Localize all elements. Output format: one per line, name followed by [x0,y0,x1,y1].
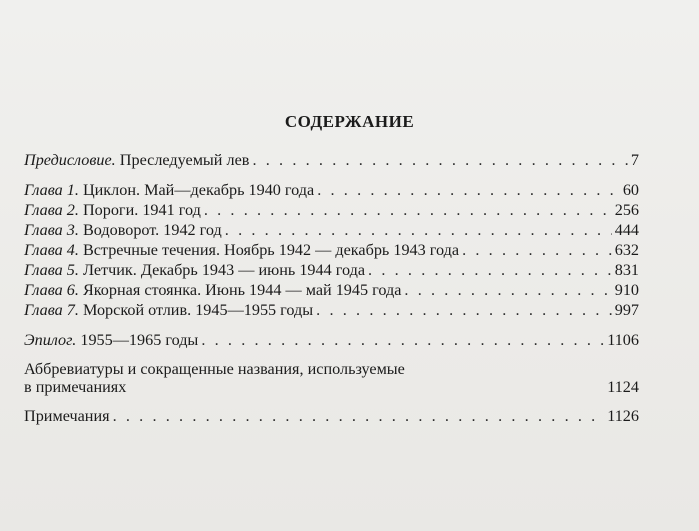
toc-entry-text: 1955—1965 годы [80,331,199,349]
dot-leader [225,220,612,240]
toc-entry-text: Пороги. 1941 год [82,201,201,219]
toc-entry-prefix: Глава 6. [24,281,79,299]
toc-entry-prefix: Глава 1. [24,181,79,199]
toc-entry-label [24,300,313,320]
toc-entry-notes [24,406,639,426]
toc-page-number: 997 [614,301,639,319]
toc-entry-text: Морской отлив. 1945—1955 годы [82,301,314,319]
table-of-contents [24,150,639,426]
dot-leader [368,260,612,280]
toc-page-number: 7 [630,151,639,169]
dot-leader [317,180,620,200]
toc-entry-text: Аббревиатуры и сокращенные названия, используемые [24,360,405,378]
spacer [24,170,639,180]
toc-page-number: 1106 [607,331,639,349]
toc-entry-label [24,180,314,200]
toc-entry-chapter-3 [24,220,639,240]
toc-entry-text: Примечания [24,407,110,425]
toc-entry-preface [24,150,639,170]
toc-entry-chapter-2 [24,200,639,220]
toc-page-number: 256 [614,201,639,219]
toc-entry-chapter-1 [24,180,639,200]
toc-entry-label [24,330,198,350]
dot-leader [204,200,612,220]
toc-entry-prefix: Глава 3. [24,221,79,239]
toc-entry-label [24,150,249,170]
toc-page-number: 60 [622,181,639,199]
toc-entry-prefix: Глава 7. [24,301,79,319]
dot-leader [113,406,605,426]
toc-entry-text: Летчик. Декабрь 1943 — июнь 1944 года [82,261,366,279]
toc-entry-chapter-7 [24,300,639,320]
toc-page-number: 1126 [607,407,639,425]
dot-leader [316,300,612,320]
toc-entry-epilogue [24,330,639,350]
toc-entry-chapter-4 [24,240,639,260]
toc-entry-label [24,220,222,240]
toc-entry-prefix: Глава 2. [24,201,79,219]
toc-entry-line [24,378,639,396]
spacer [24,396,639,406]
toc-entry-text: Встречные течения. Ноябрь 1942 — декабрь 1943 года [82,241,460,259]
contents-title: СОДЕРЖАНИЕ [284,112,415,131]
dot-leader [404,280,611,300]
toc-entry-label [24,260,365,280]
dot-leader [201,330,604,350]
dot-leader [252,150,627,170]
toc-page-number: 831 [614,261,639,279]
toc-entry-prefix: Предисловие. [24,151,116,169]
toc-entry-chapter-6 [24,280,639,300]
toc-entry-chapter-5 [24,260,639,280]
dot-leader [462,240,612,260]
toc-entry-text: Якорная стоянка. Июнь 1944 — май 1945 года [82,281,402,299]
toc-entry-label [24,240,459,260]
toc-page-number: 910 [614,281,639,299]
toc-entry-text: Циклон. Май—декабрь 1940 года [82,181,315,199]
toc-page-number: 632 [614,241,639,259]
toc-entry-label [24,280,401,300]
toc-entry-prefix: Глава 4. [24,241,79,259]
toc-page-number: 1124 [607,378,639,396]
toc-entry-prefix: Эпилог. [24,331,77,349]
toc-entry-text-continued: в примечаниях [24,378,127,396]
toc-entry-text: Преследуемый лев [119,151,250,169]
spacer [24,350,639,360]
toc-page-number: 444 [614,221,639,239]
toc-entry-prefix: Глава 5. [24,261,79,279]
toc-entry-label [24,200,201,220]
toc-entry-abbreviations [24,360,639,396]
toc-entry-text: Водоворот. 1942 год [82,221,222,239]
spacer [24,320,639,330]
